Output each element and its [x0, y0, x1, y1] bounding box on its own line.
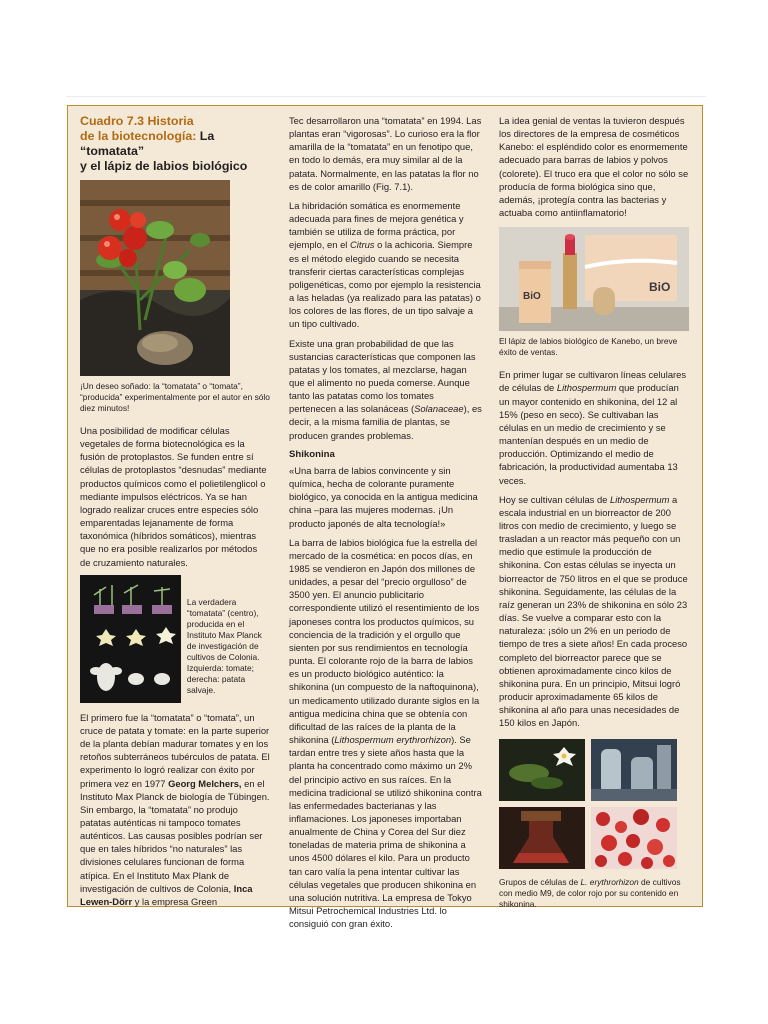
- flower-photo: [499, 739, 585, 801]
- box-title: [80, 114, 270, 174]
- col2-paragraph-3: [289, 337, 482, 442]
- col1-p2-part-b: en el Instituto Max Planck de biología de Tübingen. Sin embargo, la “tomatata” no produjo patatas auténticas ni tampoco tomates auténticos. Las causas posibles podrían ser que en tales híbridos “no naturales” las divisiones celulares funcionan de forma atípica. En el Instituto Max Plank de investigación de cultivos de Colonia,: [80, 777, 270, 894]
- col2-paragraph-4: «Una barra de labios convincente y sin química, hecha de colorante puramente biológico, ya conocida en la antigua medicina china –para las mujeres modernas. ¡Un producto japonés de alta tecnología!»: [289, 464, 478, 529]
- title-part-1: Cuadro 7.3 Historia: [80, 114, 194, 128]
- red-cell-clusters-photo: [591, 807, 677, 869]
- col3-p3-lithospermum: Lithospermum: [610, 493, 670, 505]
- col2-p5-part-b: ). Se tardan entre tres y siete años hasta que la planta ha concentrado como máximo un 2% del principio activo en sus raíces. En la medicina tradicional se utilizó shikonina contra las enfermedades bacterianas y las inflamaciones. Los japoneses importaban anualmente de China y Corea del Sur diez toneladas de materia prima de shikonina a unos 4500 dólares el kilo. Para un producto tan caro valía la pena intentar cultivar las células vegetales que producen shikonina en una solución nutritiva. La empresa de Tokyo Mitsui Petrochemical Industries Ltd. lo consiguió con gran éxito.: [289, 734, 482, 930]
- column-1: [80, 114, 270, 914]
- col2-paragraph-2: [289, 199, 482, 331]
- col2-paragraph-1: Tec desarrollaron una “tomatata” en 1994. Las plantas eran “vigorosas”. Lo curioso era la flor amarilla de la “tomatata” en un fenotipo que, en todo lo demás, era muy similar al de la patata. Normalmente, en las patatas la flor no es de color amarillo (Fig. 7.1).: [289, 115, 482, 192]
- col2-p5-lithospermum: Lithospermum erythrorhizon: [334, 734, 452, 746]
- col3-p2-lithospermum: Lithospermum: [556, 382, 617, 394]
- column-2: [289, 114, 482, 936]
- col2-p3-part-b: ), es decir, a la misma familia de plantas, se producen grandes problemas.: [289, 403, 482, 441]
- tomatata-photo-caption: ¡Un deseo soñado: la “tomatata” o “tomata”, “producida” experimentalmente por el autor en sólo diez minutos!: [80, 381, 270, 413]
- col2-p3-solanaceae: Solanaceae: [414, 403, 464, 415]
- col2-p5-part-a: La barra de labios biológica fue la estrella del mercado de la cosmética: en pocos días, en 1985 se vendieron en Japón dos millones de unidades, a pesar del “precio orgulloso” de 3500 yen. El anuncio publicitario correspondiente utilizó el resentimiento de los japoneses contra los productos químicos, su conciencia de la tradición y el orgullo que sienten por sus rendimientos en tecnología punta. El colorante rojo de la barra de labios es un producto biológico auténtico: la shikonina (un compuesto de la naftoquinona), un medicamento utilizado durante siglos en la antigua medicina china que se obtenía con dificultad de las raíces de la planta de la shikonina (: [289, 536, 480, 746]
- col3-p3-part-a: Hoy se cultivan células de: [499, 493, 610, 505]
- person-name-lewen-dorr: Inca Lewen-Dörr: [80, 882, 253, 907]
- tomatata-figure-caption: La verdadera “tomatata” (centro), producida en el Instituto Max Planck de investigación de cultivos de Colonia. Izquierda: tomate; derecha: patata salvaje.: [186, 596, 262, 695]
- col2-p2-part-a: La hibridación somática es enormemente adecuada para fines de mejora genética y también se utiliza de forma práctica, por ejemplo, en el: [289, 199, 464, 251]
- lipstick-box-label-1: BiO: [523, 291, 541, 303]
- lipstick-box-label-2: BiO: [649, 280, 671, 295]
- col1-p2-part-c: y la empresa Green: [132, 895, 218, 907]
- col3-p2-part-b: que producían un mayor contenido en shikonina, del 12 al 15% (peso en seco). Se cultivaban las células en un medio de crecimiento y se mantenían después en un medio de producción. Optimizando el medio de fabricación, la productividad aumentaba 13 veces.: [499, 382, 679, 486]
- col3-paragraph-2: [499, 368, 690, 486]
- cell-caption-part-b: de cultivos con medio M9, de color rojo por su contenido en shikonina.: [499, 877, 681, 910]
- col1-paragraph-2: [80, 711, 270, 908]
- title-part-2: de la biotecnología:: [80, 129, 197, 143]
- page-top-rule: [66, 96, 706, 97]
- lipstick-photo-caption: El lápiz de labios biológico de Kanebo, un breve éxito de ventas.: [499, 336, 678, 358]
- col2-paragraph-5: [289, 536, 482, 931]
- cell-culture-photo-grid: [499, 739, 690, 869]
- person-name-melchers: Georg Melchers,: [168, 777, 242, 789]
- col3-p3-part-b: a escala industrial en un biorreactor de 200 litros con medio de crecimiento, y luego se trasladan a un reactor más pequeño con un medio que estimule la producción de shikonina. Con estas células se inyecta un biorreactor de 750 litros en el que se produce shikonina. Seguidamente, las células de la raíz generan un 23% de shikonina en sólo 23 días. Se vuelve a comparar esto con la naturaleza: ¡sólo un 2% en un periodo de tiempo de tres a siete años! En cada proceso completo del biorreactor parece que se obtienen aproximadamente cinco kilos de shikonina pura. En un principio, Mitsui logró producir aproximadamente 65 kilos de shikonina al año para unas necesidades de 150 kilos en Japón.: [499, 493, 688, 729]
- col1-p2-part-a: El primero fue la “tomatata” o “tomata”, un cruce de patata y tomate: en la parte superior de la planta debían madurar tomates y en los retoños subterráneos tubérculos de patata. El experimento lo logró realizar con éxito por primera vez en 1977: [80, 711, 270, 789]
- tomatata-plants-photo: [80, 575, 181, 703]
- col2-p2-citrus: Citrus: [349, 239, 375, 251]
- cell-caption-part-a: Grupos de células de: [499, 877, 581, 888]
- bioreactor-photo: [591, 739, 677, 801]
- col1-paragraph-1: Una posibilidad de modificar células vegetales de forma biotecnológica es la fusión de protoplastos. Se funden entre sí células de protoplastos “desnudas” mediante productos químicos como el polietilenglicol o mediante impulsos eléctricos. Ya se han logrado realizar cruces entre especies sólo emparentadas lejanamente de forma taxonómica (híbridos somáticos), mientras que no era posible realizarlos por métodos de cruzamiento naturales.: [80, 425, 267, 568]
- tomatata-figure: [80, 575, 270, 703]
- col2-p3-part-a: Existe una gran probabilidad de que las sustancias características que componen las patatas y los tomates, al mezclarse, hagan que el alimento no pueda comerse. Aunque tanto las patatas como los tomates pertenecen a las solanáceas (: [289, 337, 476, 415]
- tomatata-photo: [80, 180, 230, 376]
- section-heading-shikonina: Shikonina: [289, 448, 335, 460]
- col3-paragraph-1: La idea genial de ventas la tuvieron después los directores de la empresa de cosméticos Kanebo: el espléndido color es enormemente adecuado para barras de labios y polvos (colorete). El truco era que el color no sólo se producía de forma biológica sino que, además, ¡protegía contra las bacterias y actuaba como antiinflamatorio!: [499, 115, 689, 219]
- col3-p2-part-a: En primer lugar se cultivaron líneas celulares de células de: [499, 369, 687, 394]
- col3-paragraph-3: [499, 493, 690, 730]
- lipstick-photo: [499, 227, 689, 331]
- cell-culture-caption: [499, 877, 690, 910]
- flask-culture-photo: [499, 807, 585, 869]
- column-3: [499, 114, 690, 920]
- col2-p2-part-b: o la achicoria. Siempre es el método elegido cuando se necesita transferir ciertas características complejas poligenéticas, como por ejemplo la resistencia a las heladas (ya realizado para las patatas) o los colores de las flores, de un tipo salvaje a un tipo cultivado.: [289, 239, 481, 330]
- cell-caption-species: L. erythrorhizon: [580, 877, 639, 888]
- title-part-4: y el lápiz de labios biológico: [80, 159, 248, 173]
- title-part-3: La “tomatata”: [80, 129, 215, 158]
